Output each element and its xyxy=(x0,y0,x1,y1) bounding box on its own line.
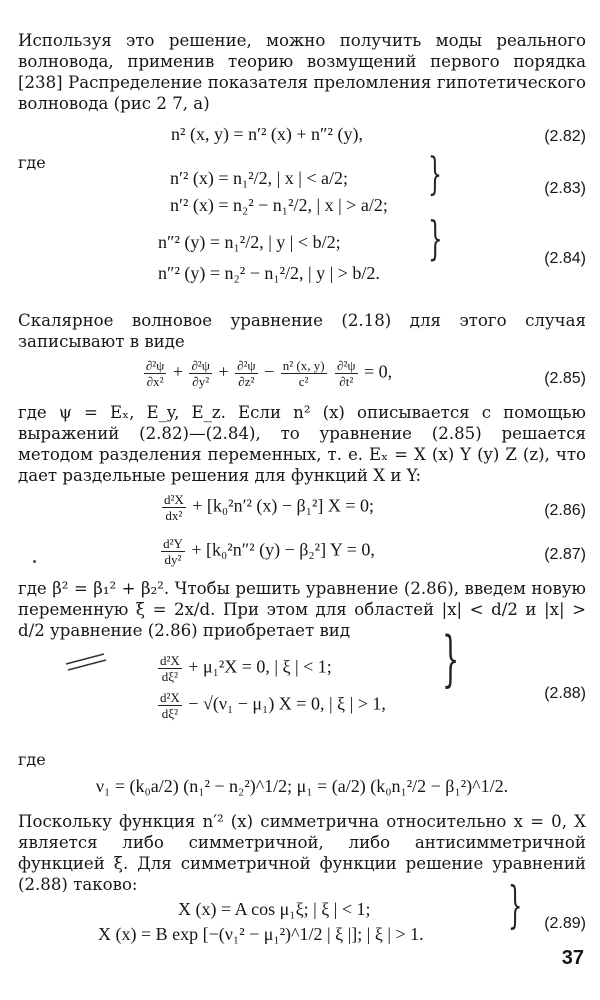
system-line: n″² (y) = n₁²/2, | y | < b/2; xyxy=(158,232,341,252)
equation-system-2-84 xyxy=(18,211,586,304)
system-line: n′² (x) = n₂² − n₁²/2, | x | > a/2; xyxy=(170,195,388,215)
paragraph-3: где ψ = Eₓ, E_y, E_z. Если n² (x) описывается с помощью выражений (2.82)—(2.84), то уравнение (2.85) решается методом разделения переменных, т. е. Eₓ = X (x) Y (y) Z (z), что дает раздельные решения для функций X и Y: xyxy=(18,403,586,485)
right-brace-icon: } xyxy=(508,876,523,934)
equation-number: (2.88) xyxy=(544,685,586,702)
equation-number: (2.82) xyxy=(544,128,586,145)
paragraph-5: Поскольку функция n′² (x) симметрична относительно x = 0, X является либо симметричной, либо антисимметричной функцией ξ. Для симметричной функции решение уравнений (2.88) таково: xyxy=(18,812,586,894)
fraction: $\frac{\text{∂²ψ}}{\text{∂y²}}$ xyxy=(191,358,210,389)
equation-number: (2.83) xyxy=(544,180,586,197)
system-line: $\frac{\text{d²X}}{\text{dξ²}}$ − √(ν₁ − μ₁) X = 0, | ξ | > 1, xyxy=(160,690,386,721)
equation-system-2-89 xyxy=(18,876,586,955)
equation-definitions: ν₁ = (k₀a/2) (n₁² − n₂²)^1/2; μ₁ = (a/2) (k₀n₁²/2 − β₁²)^1/2. xyxy=(95,776,509,796)
equation-number: (2.84) xyxy=(544,250,586,267)
right-brace-icon: } xyxy=(428,211,443,265)
equation-number: (2.85) xyxy=(544,370,586,387)
system-line: X (x) = B exp [−(ν₁² − μ₁²)^1/2 | ξ |]; | ξ | > 1. xyxy=(98,924,424,944)
page-number: 37 xyxy=(561,947,584,969)
equation-body: $\frac{\text{d²X}}{\text{dx²}}$ + [k₀²n′² (x) − β₁²] X = 0; xyxy=(163,492,375,523)
fraction: $\frac{\text{∂²ψ}}{\text{∂t²}}$ xyxy=(337,358,356,389)
system-line: n′² (x) = n₁²/2, | x | < a/2; xyxy=(170,168,348,188)
page-body xyxy=(18,30,586,955)
equation-number: (2.89) xyxy=(544,915,586,932)
label-gde: где xyxy=(18,153,46,172)
equation-2-85 xyxy=(18,356,586,398)
equation-2-86 xyxy=(18,490,586,530)
fraction: $\frac{\text{n² (x, y)}}{\text{c²}}$ xyxy=(282,358,325,389)
equation-number: (2.86) xyxy=(544,502,586,519)
system-line: X (x) = A cos μ₁ξ; | ξ | < 1; xyxy=(178,899,371,919)
fraction: $\frac{\text{d²X}}{\text{dx²}}$ xyxy=(163,492,184,523)
right-brace-icon: } xyxy=(428,149,442,200)
right-brace-icon: } xyxy=(442,624,460,694)
paragraph-2: Скалярное волновое уравнение (2.18) для этого случая записывают в виде xyxy=(18,311,586,351)
pencil-mark-icon xyxy=(64,650,108,672)
equation-2-87 xyxy=(18,534,586,574)
system-line: n″² (y) = n₂² − n₁²/2, | y | > b/2. xyxy=(158,263,380,283)
fraction: $\frac{\text{d²Y}}{\text{dy²}}$ xyxy=(163,536,183,567)
label-gde: где xyxy=(18,750,46,769)
fraction: $\frac{\text{∂²ψ}}{\text{∂z²}}$ xyxy=(237,358,256,389)
fraction: $\frac{\text{∂²ψ}}{\text{∂x²}}$ xyxy=(145,358,165,389)
fraction: $\frac{\text{d²X}}{\text{dξ²}}$ xyxy=(160,690,180,721)
equation-body: $\frac{\text{∂²ψ}}{\text{∂x²}}$ + $\frac{\text{∂²ψ}}{\text{∂y²}}$ + $\frac{\text{∂²ψ}}{\text{∂z²}}$ − $\frac{\text{n² (x, y)}}{\text{c²}}$ $\frac{\text{∂²ψ}}{\text{∂t²}}$ = 0, xyxy=(145,358,393,389)
equation-body: n² (x, y) = n′² (x) + n″² (y), xyxy=(171,124,363,144)
equation-2-82 xyxy=(18,120,586,152)
paragraph-1: Используя это решение, можно получить моды реального волновода, применив теорию возмущений первого порядка [238] Распределение показателя преломления гипотетического волновода (рис 2 7, а) xyxy=(18,31,586,113)
speck-icon xyxy=(33,560,36,563)
equation-body: $\frac{\text{d²Y}}{\text{dy²}}$ + [k₀²n″² (y) − β₂²] Y = 0, xyxy=(163,536,375,567)
equation-system-2-83 xyxy=(18,149,586,218)
equation-number: (2.87) xyxy=(544,546,586,563)
system-line: $\frac{\text{d²X}}{\text{dξ²}}$ + μ₁²X = 0, | ξ | < 1; xyxy=(160,653,332,684)
paragraph-4: где β² = β₁² + β₂². Чтобы решить уравнение (2.86), введем новую переменную ξ = 2x/d. При этом для областей |x| < d/2 и |x| > d/2 уравнение (2.86) приобретает вид xyxy=(18,579,586,640)
fraction: $\frac{\text{d²X}}{\text{dξ²}}$ xyxy=(160,653,180,684)
